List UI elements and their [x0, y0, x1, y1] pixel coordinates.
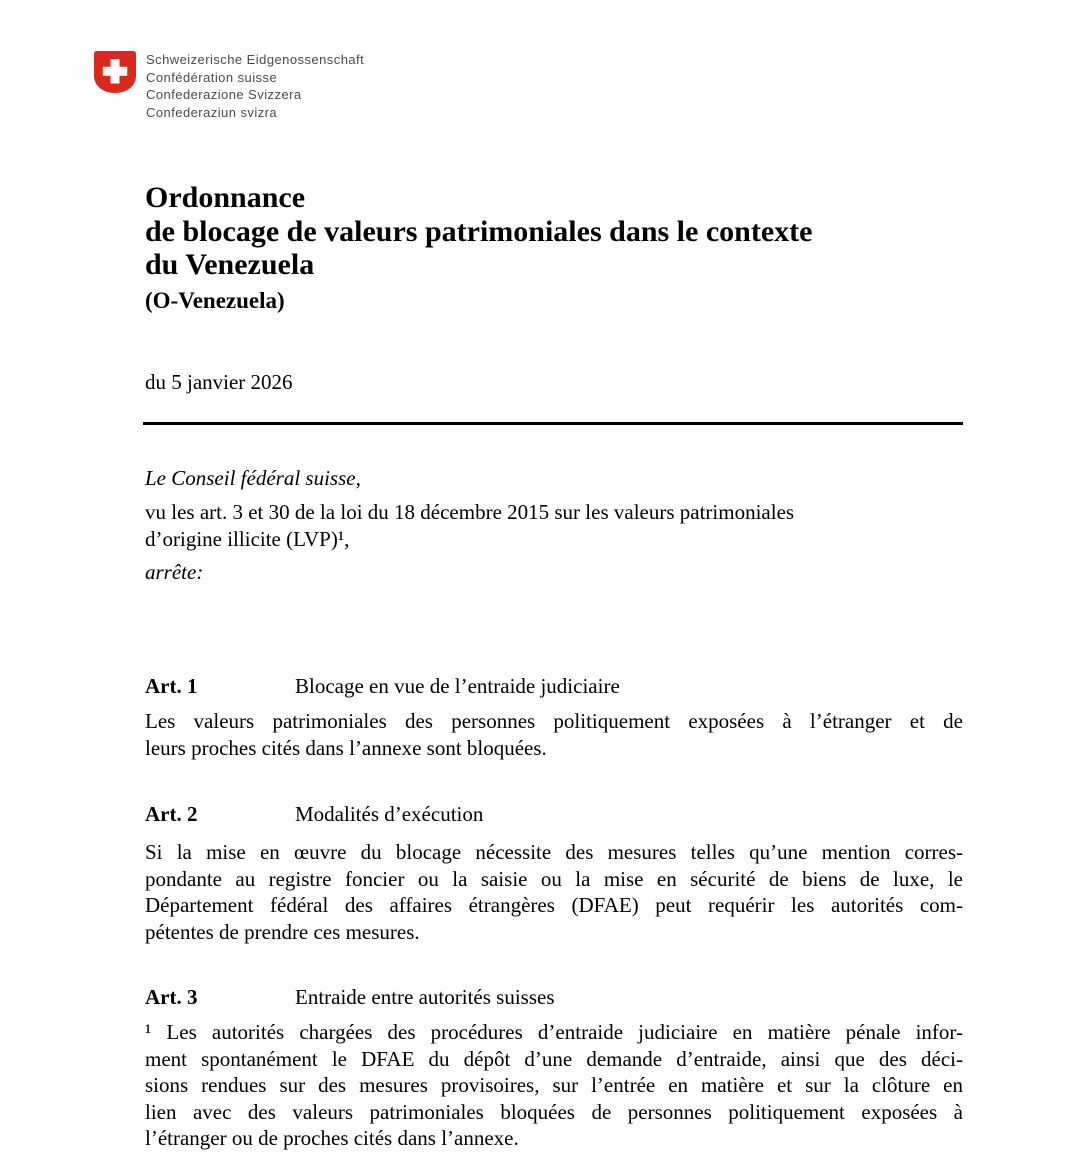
- text-line: Département fédéral des affaires étrangères (DFAE) peut requérir les autorités com-: [145, 893, 963, 917]
- text-line: sions rendues sur des mesures provisoires, sur l’entrée en matière et sur la clôture en: [145, 1073, 963, 1097]
- text-line: leurs proches cités dans l’annexe sont bloquées.: [145, 735, 547, 760]
- article-3-label: Art. 3: [145, 985, 198, 1009]
- text-line: de blocage de valeurs patrimoniales dans le contexte: [145, 214, 813, 248]
- article-3-body: [145, 1019, 963, 1152]
- text-line: Confederazione Svizzera: [146, 87, 302, 102]
- article-1-heading: [145, 673, 963, 699]
- text-line: Confédération suisse: [146, 69, 278, 85]
- text-line: Les valeurs patrimoniales des personnes politiquement exposées à l’étranger et de: [145, 709, 963, 733]
- document-title: [145, 181, 1005, 282]
- swiss-cross-horizontal: [103, 67, 128, 76]
- article-1-title: Blocage en vue de l’entraide judiciaire: [295, 674, 620, 698]
- article-3-title: Entraide entre autorités suisses: [295, 985, 555, 1009]
- text-line: d’origine illicite (LVP)¹,: [145, 526, 350, 551]
- article-2-body: [145, 839, 963, 945]
- text-line: Ordonnance: [145, 181, 306, 214]
- article-1-body: [145, 708, 963, 761]
- article-2-title: Modalités d’exécution: [295, 802, 484, 826]
- article-3-heading: [145, 984, 963, 1010]
- text-line: pondante au registre foncier ou la saisie ou la mise en sécurité de biens de luxe, le: [145, 866, 963, 891]
- text-line: Si la mise en œuvre du blocage nécessite des mesures telles qu’une mention corres-: [145, 840, 963, 864]
- preamble-enacting-word: arrête:: [145, 560, 204, 584]
- article-2-heading: [145, 801, 963, 827]
- preamble-citation: [145, 499, 963, 552]
- text-line: vu les art. 3 et 30 de la loi du 18 décembre 2015 sur les valeurs patrimoniales: [145, 500, 795, 524]
- text-line: l’étranger ou de proches cités dans l’annexe.: [145, 1126, 519, 1150]
- preamble-issuer: Le Conseil fédéral suisse,: [145, 466, 361, 490]
- article-1-label: Art. 1: [145, 674, 198, 698]
- text-line: pétentes de prendre ces mesures.: [145, 919, 420, 944]
- text-line: Confederaziun svizra: [146, 104, 278, 120]
- text-line: ment spontanément le DFAE du dépôt d’une demande d’entraide, ainsi que des déci-: [145, 1046, 963, 1071]
- text-line: ¹ Les autorités chargées des procédures d’entraide judiciaire en matière pénale infor-: [145, 1020, 963, 1044]
- document-date: du 5 janvier 2026: [145, 370, 293, 394]
- confederation-header: [93, 50, 364, 121]
- document-abbreviation: (O-Venezuela): [145, 288, 285, 313]
- text-line: du Venezuela: [145, 248, 315, 281]
- text-line: lien avec des valeurs patrimoniales bloquées de personnes politiquement exposées à: [145, 1099, 963, 1124]
- article-2-label: Art. 2: [145, 802, 198, 826]
- confederation-name-lines: [146, 50, 364, 121]
- swiss-coat-of-arms-icon: [93, 50, 137, 94]
- title-rule-divider: [143, 422, 963, 425]
- text-line: Schweizerische Eidgenossenschaft: [146, 52, 365, 67]
